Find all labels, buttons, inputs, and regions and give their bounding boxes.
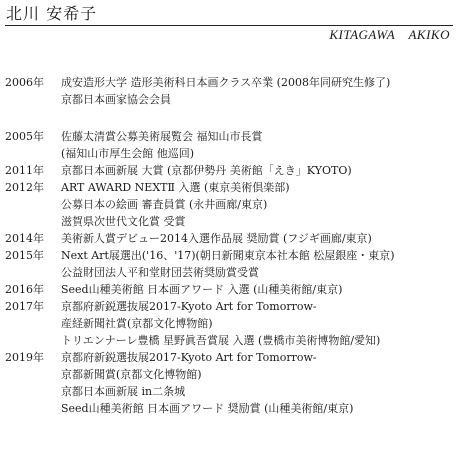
timeline-entry	[5, 247, 455, 281]
timeline-line: Next Art展選出('16、'17)(朝日新聞東京本社本館 松屋銀座・東京)	[61, 249, 395, 262]
artist-name-japanese: 北川 安希子	[6, 4, 98, 23]
timeline-line: トリエンナーレ豊橋 星野眞吾賞展 入選 (豊橋市美術博物館/愛知)	[61, 334, 381, 347]
timeline-line: 京都日本画新展 in二条城	[61, 385, 186, 398]
timeline-line: 京都日本画新展 大賞 (京都伊勢丹 美術館「えき」KYOTO)	[61, 164, 352, 177]
timeline-line: ART AWARD NEXTⅡ 入選 (東京美術倶楽部)	[61, 181, 290, 194]
timeline-line: 滋賀県次世代文化賞 受賞	[61, 215, 186, 228]
timeline-lines	[61, 162, 455, 179]
timeline-year: 2012年	[5, 181, 44, 194]
timeline-entry	[5, 349, 455, 417]
timeline-year: 2017年	[5, 300, 44, 313]
timeline-entry	[5, 128, 455, 162]
timeline-line: Seed山種美術館 日本画アワード 入選 (山種美術館/東京)	[61, 283, 343, 296]
timeline-line: 公募日本の絵画 審査員賞 (永井画廊/東京)	[61, 198, 268, 211]
timeline-year: 2016年	[5, 283, 44, 296]
timeline-year: 2014年	[5, 232, 44, 245]
timeline-lines	[61, 128, 455, 162]
artist-name-romanized: KITAGAWA AKIKO	[329, 27, 450, 42]
timeline-lines	[61, 230, 455, 247]
career-timeline	[5, 74, 455, 417]
timeline-line: (福知山市厚生会館 他巡回)	[61, 147, 195, 160]
timeline-year: 2005年	[5, 130, 44, 143]
timeline-lines	[61, 281, 455, 298]
timeline-year: 2015年	[5, 249, 44, 262]
timeline-line: 京都日本画家協会会員	[61, 93, 171, 106]
timeline-line: 京都府新鋭選抜展2017-Kyoto Art for Tomorrow-	[61, 300, 317, 313]
timeline-line: 京都新聞賞(京都文化博物館)	[61, 368, 202, 381]
header	[5, 4, 455, 26]
timeline-line: 佐藤太清賞公募美術展覧会 福知山市長賞	[61, 130, 263, 143]
timeline-entry	[5, 298, 455, 349]
timeline-year: 2011年	[5, 164, 44, 177]
timeline-entry	[5, 230, 455, 247]
timeline-year: 2006年	[5, 76, 44, 89]
timeline-line: 産経新聞社賞(京都文化博物館)	[61, 317, 213, 330]
timeline-line: 美術新人賞デビュー2014入選作品展 奨励賞 (フジギ画廊/東京)	[61, 232, 372, 245]
timeline-entry	[5, 179, 455, 230]
timeline-lines	[61, 247, 455, 281]
timeline-entry	[5, 281, 455, 298]
timeline-year: 2019年	[5, 351, 44, 364]
timeline-lines	[61, 179, 455, 230]
timeline-lines	[61, 298, 455, 349]
timeline-line: 京都府新鋭選抜展2017-Kyoto Art for Tomorrow-	[61, 351, 317, 364]
timeline-line: Seed山種美術館 日本画アワード 奨励賞 (山種美術館/東京)	[61, 402, 354, 415]
timeline-lines	[61, 74, 455, 108]
timeline-entry	[5, 74, 455, 108]
timeline-lines	[61, 349, 455, 417]
timeline-line: 成安造形大学 造形美術科日本画クラス卒業 (2008年同研究生修了)	[61, 76, 391, 89]
timeline-entry	[5, 162, 455, 179]
timeline-line: 公益財団法人平和堂財団芸術奨励賞受賞	[61, 266, 259, 279]
